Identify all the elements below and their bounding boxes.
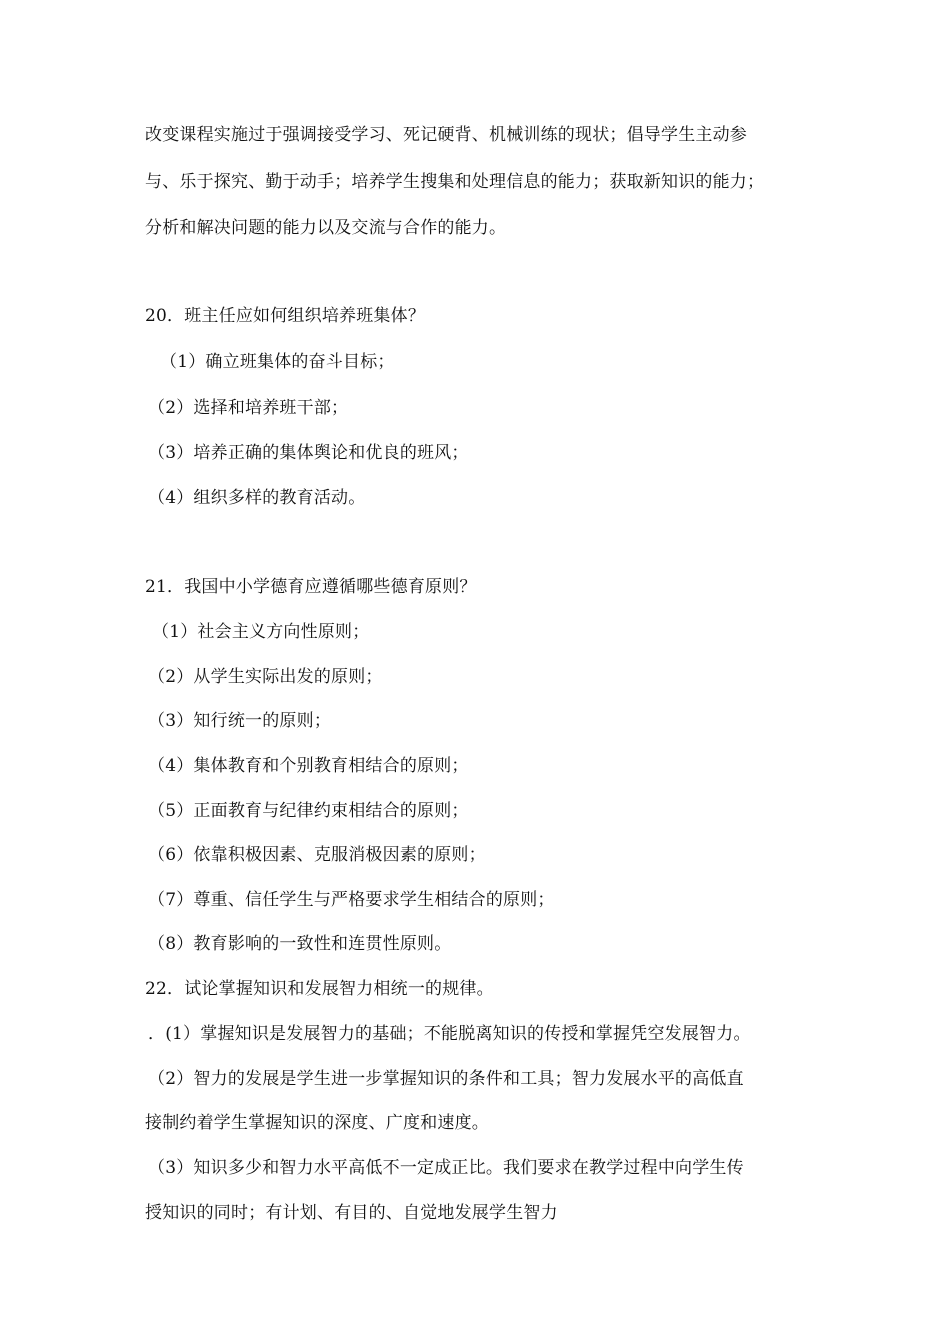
q22-line-2: （2）智力的发展是学生进一步掌握知识的条件和工具；智力发展水平的高低直 bbox=[148, 1069, 744, 1089]
q22-line-3: 接制约着学生掌握知识的深度、广度和速度。 bbox=[145, 1113, 489, 1133]
q20-item-3: （3）培养正确的集体舆论和优良的班风； bbox=[148, 443, 469, 463]
intro-line-3: 分析和解决问题的能力以及交流与合作的能力。 bbox=[145, 218, 507, 238]
intro-line-1: 改变课程实施过于强调接受学习、死记硬背、机械训练的现状；倡导学生主动参 bbox=[145, 125, 747, 145]
intro-line-2: 与、乐于探究、勤于动手；培养学生搜集和处理信息的能力；获取新知识的能力； bbox=[145, 172, 765, 192]
q21-item-4: （4）集体教育和个别教育相结合的原则； bbox=[148, 756, 469, 776]
q21-item-8: （8）教育影响的一致性和连贯性原则。 bbox=[148, 934, 452, 954]
q22-title: 22．试论掌握知识和发展智力相统一的规律。 bbox=[145, 979, 494, 999]
q21-item-5: （5）正面教育与纪律约束相结合的原则； bbox=[148, 801, 469, 821]
q22-line-4: （3）知识多少和智力水平高低不一定成正比。我们要求在教学过程中向学生传 bbox=[148, 1158, 744, 1178]
q22-line-5: 授知识的同时；有计划、有目的、自觉地发展学生智力 bbox=[145, 1203, 558, 1223]
q21-item-6: （6）依靠积极因素、克服消极因素的原则； bbox=[148, 845, 486, 865]
q21-title: 21．我国中小学德育应遵循哪些德育原则？ bbox=[145, 577, 477, 597]
q21-item-1: （1）社会主义方向性原则； bbox=[152, 622, 370, 642]
q21-item-2: （2）从学生实际出发的原则； bbox=[148, 667, 383, 687]
q21-item-7: （7）尊重、信任学生与严格要求学生相结合的原则； bbox=[148, 890, 555, 910]
q21-item-3: （3）知行统一的原则； bbox=[148, 711, 332, 731]
q22-line-1: ．(1）掌握知识是发展智力的基础；不能脱离知识的传授和掌握凭空发展智力。 bbox=[148, 1024, 751, 1044]
q20-item-1: （1）确立班集体的奋斗目标； bbox=[160, 352, 395, 372]
q20-item-2: （2）选择和培养班干部； bbox=[148, 398, 349, 418]
q20-title: 20．班主任应如何组织培养班集体？ bbox=[145, 306, 426, 326]
q20-item-4: （4）组织多样的教育活动。 bbox=[148, 488, 366, 508]
